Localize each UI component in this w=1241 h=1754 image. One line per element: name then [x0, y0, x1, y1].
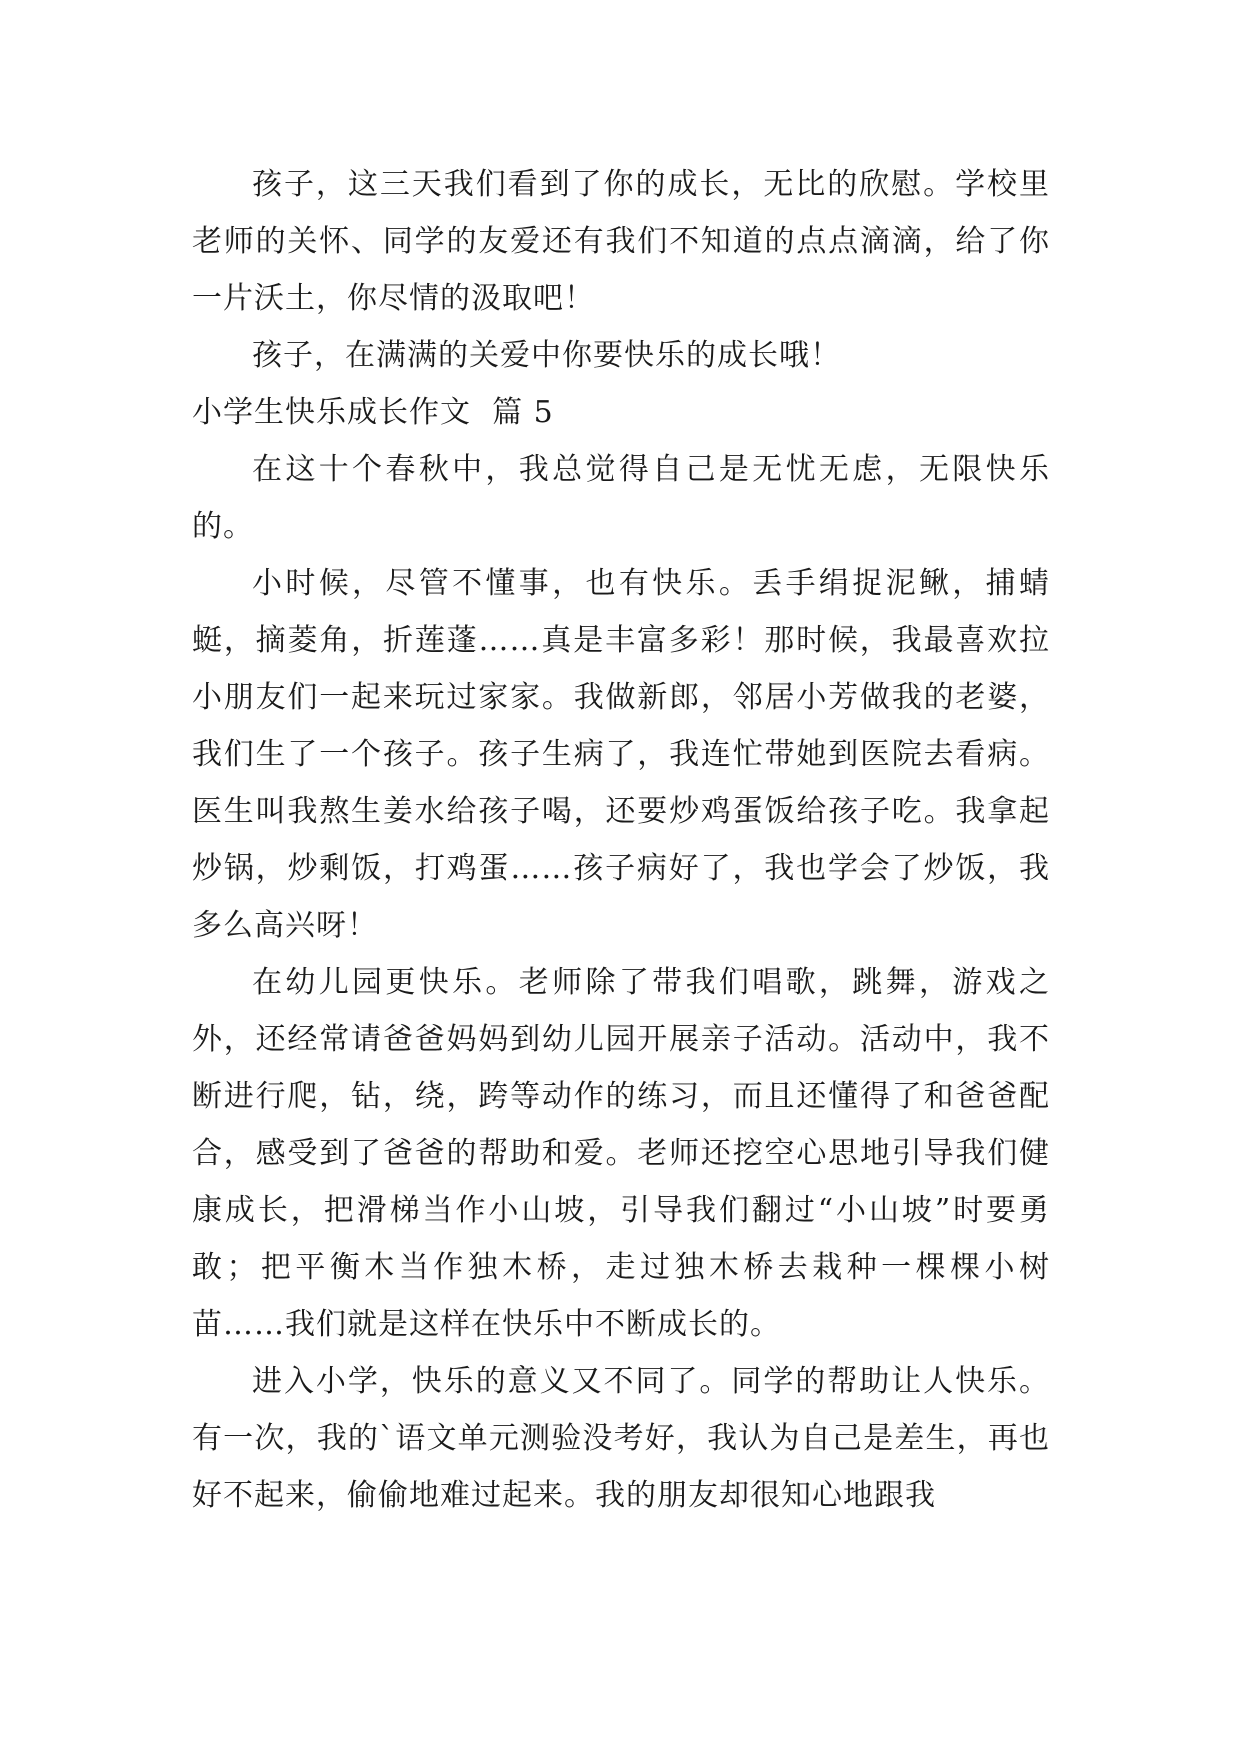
paragraph-6: 进入小学，快乐的意义又不同了。同学的帮助让人快乐。有一次，我的`语文单元测验没考好，我认为自己是差生，再也好不起来，偷偷地难过起来。我的朋友却很知心地跟我: [192, 1364, 1050, 1513]
paragraph-1: 孩子，这三天我们看到了你的成长，无比的欣慰。学校里老师的关怀、同学的友爱还有我们不知道的点点滴滴，给了你一片沃土，你尽情的汲取吧！: [192, 167, 1050, 316]
document-body: [192, 156, 1050, 1524]
paragraph-4: 小时候，尽管不懂事，也有快乐。丢手绢捉泥鳅，捕蜻蜓，摘菱角，折莲蓬……真是丰富多彩！那时候，我最喜欢拉小朋友们一起来玩过家家。我做新郎，邻居小芳做我的老婆，我们生了一个孩子。孩子生病了，我连忙带她到医院去看病。医生叫我熬生姜水给孩子喝，还要炒鸡蛋饭给孩子吃。我拿起炒锅，炒剩饭，打鸡蛋……孩子病好了，我也学会了炒饭，我多么高兴呀！: [192, 566, 1050, 943]
paragraph-3: 在这十个春秋中，我总觉得自己是无忧无虑，无限快乐的。: [192, 452, 1050, 544]
section-heading: 小学生快乐成长作文 篇 5: [192, 395, 554, 430]
paragraph-5: 在幼儿园更快乐。老师除了带我们唱歌，跳舞，游戏之外，还经常请爸爸妈妈到幼儿园开展亲子活动。活动中，我不断进行爬，钻，绕，跨等动作的练习，而且还懂得了和爸爸配合，感受到了爸爸的帮助和爱。老师还挖空心思地引导我们健康成长，把滑梯当作小山坡，引导我们翻过“小山坡”时要勇敢；把平衡木当作独木桥，走过独木桥去栽种一棵棵小树苗……我们就是这样在快乐中不断成长的。: [192, 965, 1050, 1342]
paragraph-2: 孩子，在满满的关爱中你要快乐的成长哦！: [252, 338, 841, 373]
